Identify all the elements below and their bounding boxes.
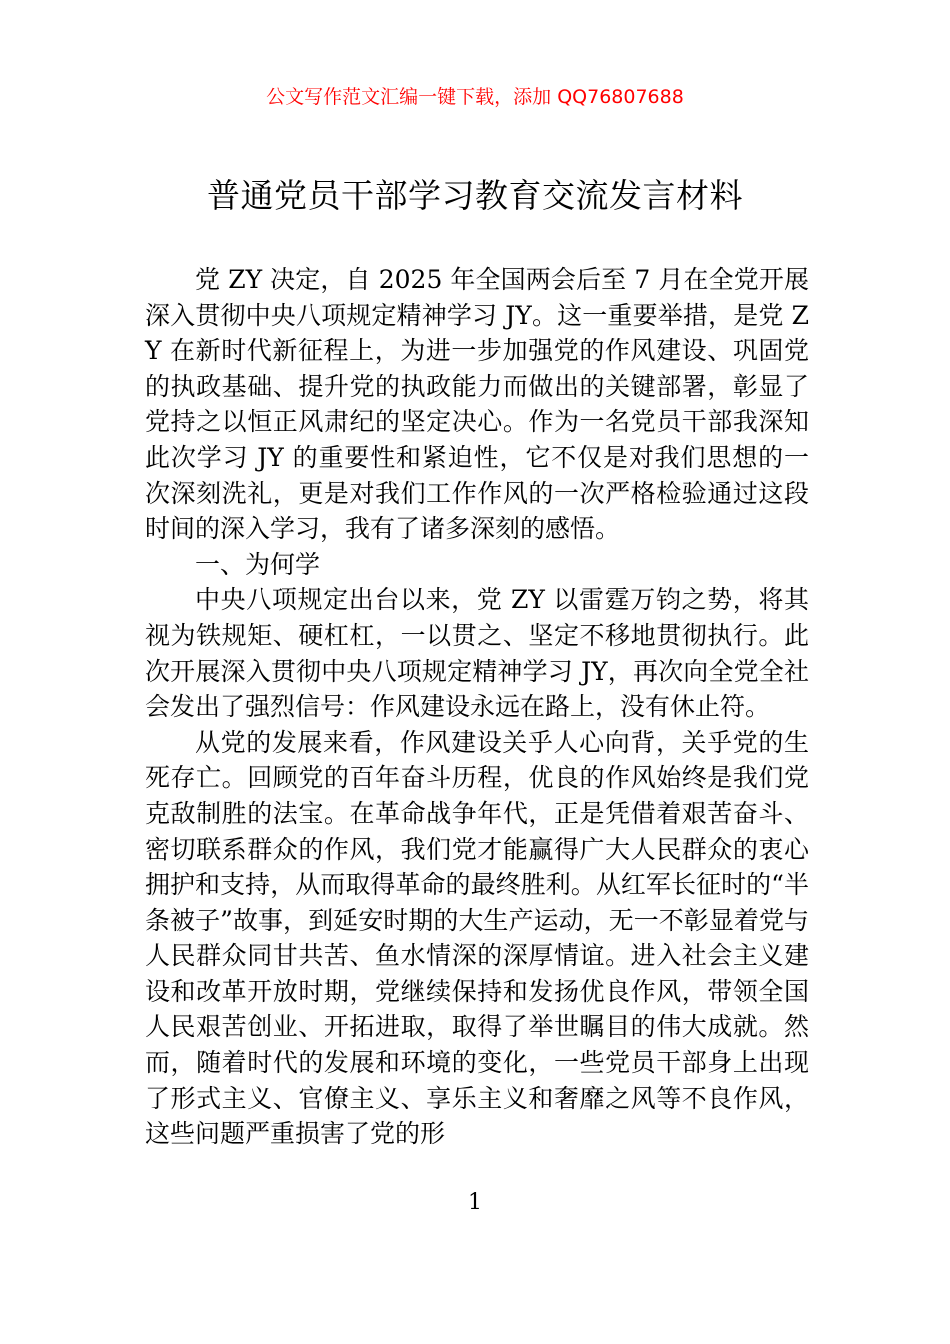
body-paragraph: 中央八项规定出台以来，党 ZY 以雷霆万钧之势，将其视为铁规矩、硬杠杠，一以贯之、坚定不移地贯彻执行。此次开展深入贯彻中央八项规定精神学习 JY，再次向全党全社会发出了强烈信号：作风建设永远在路上，没有休止符。 xyxy=(145,585,809,722)
intro-paragraph: 党 ZY 决定，自 2025 年全国两会后至 7 月在全党开展深入贯彻中央八项规定精神学习 JY。这一重要举措，是党 ZY 在新时代新征程上，为进一步加强党的作风建设、巩固党的执政基础、提升党的执政能力而做出的关键部署，彰显了党持之以恒正风肃纪的坚定决心。作为一名党员干部我深知此次学习 JY 的重要性和紧迫性，它不仅是对我们思想的一次深刻洗礼，更是对我们工作作风的一次严格检验通过这段时间的深入学习，我有了诸多深刻的感悟。 xyxy=(145,265,809,544)
page-number: 1 xyxy=(468,1190,482,1215)
body-paragraph: 从党的发展来看，作风建设关乎人心向背，关乎党的生死存亡。回顾党的百年奋斗历程，优良的作风始终是我们党克敌制胜的法宝。在革命战争年代，正是凭借着艰苦奋斗、密切联系群众的作风，我们党才能赢得广大人民群众的衷心拥护和支持，从而取得革命的最终胜利。从红军长征时的“半条被子”故事，到延安时期的大生产运动，无一不彰显着党与人民群众同甘共苦、鱼水情深的深厚情谊。进入社会主义建设和改革开放时期，党继续保持和发扬优良作风，带领全国人民艰苦创业、开拓进取，取得了举世瞩目的伟大成就。然而，随着时代的发展和环境的变化，一些党员干部身上出现了形式主义、官僚主义、享乐主义和奢靡之风等不良作风，这些问题严重损害了党的形 xyxy=(145,727,809,1149)
document-body xyxy=(145,262,809,1152)
section-heading-why-study: 一、为何学 xyxy=(195,549,321,579)
header-download-note: 公文写作范文汇编一键下载，添加 QQ76807688 xyxy=(266,86,684,108)
document-title: 普通党员干部学习教育交流发言材料 xyxy=(207,176,743,215)
